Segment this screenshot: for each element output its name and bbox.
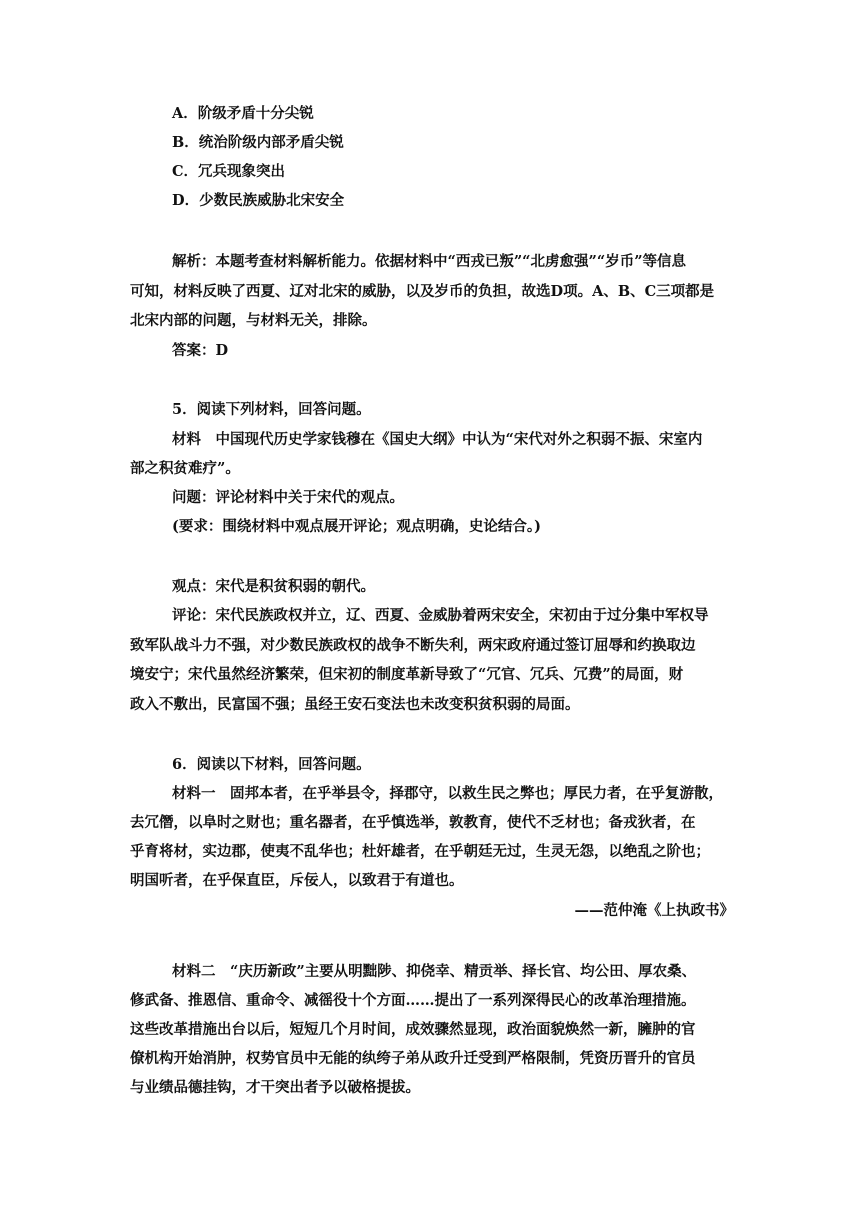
q5-comment: 境安宁；宋代虽然经济繁荣，但宋初的制度革新导致了“冗官、冗兵、冗费”的局面，财 — [130, 666, 684, 683]
q6-material1: 乎育将材，实边郡，使夷不乱华也；杜奸雄者，在乎朝廷无过，生灵无怨，以绝乱之阶也； — [130, 843, 710, 860]
q6-title: 6．阅读以下材料，回答问题。 — [172, 756, 371, 773]
answer: 答案：D — [172, 342, 229, 359]
analysis-line: 可知，材料反映了西夏、辽对北宋的威胁，以及岁币的负担，故选D项。A、B、C三项都是 — [130, 283, 715, 300]
q6-material1: 材料一 固邦本者，在乎举县令，择郡守，以救生民之弊也；厚民力者，在乎复游散， — [172, 785, 723, 802]
option-b: B．统治阶级内部矛盾尖锐 — [172, 134, 344, 151]
q6-material2: 与业绩品德挂钩，才干突出者予以破格提拔。 — [130, 1079, 420, 1096]
option-a: A．阶级矛盾十分尖锐 — [172, 105, 314, 122]
q5-comment: 评论：宋代民族政权并立，辽、西夏、金威胁着两宋安全，宋初由于过分集中军权导 — [172, 607, 709, 624]
q6-material1: 明国听者，在乎保直臣，斥佞人，以致君于有道也。 — [130, 872, 464, 889]
q5-comment: 致军队战斗力不强，对少数民族政权的战争不断失利，两宋政府通过签订屈辱和约换取边 — [130, 637, 696, 654]
q5-comment: 政入不敷出，民富国不强；虽经王安石变法也未改变积贫积弱的局面。 — [130, 696, 580, 713]
q5-material: 材料 中国现代历史学家钱穆在《国史大纲》中认为“宋代对外之积弱不振、宋室内 — [172, 431, 703, 448]
q6-material2: 材料二 “庆历新政”主要从明黜陟、抑侥幸、精贡举、择长官、均公田、厚农桑、 — [172, 963, 697, 980]
option-d: D．少数民族威胁北宋安全 — [172, 192, 345, 209]
q6-material2: 僚机构开始消肿，权势官员中无能的纨绔子弟从政升迁受到严格限制，凭资历晋升的官员 — [130, 1050, 696, 1067]
q5-question: 问题：评论材料中关于宋代的观点。 — [172, 489, 404, 506]
q5-requirement: (要求：围绕材料中观点展开评论；观点明确，史论结合。) — [172, 518, 541, 535]
option-c: C．冗兵现象突出 — [172, 163, 286, 180]
analysis-line: 解析：本题考查材料解析能力。依据材料中“西戎已叛”“北虏愈强”“岁币”等信息 — [172, 253, 687, 270]
q6-material1: 去冗僭，以阜时之财也；重名器者，在乎慎选举，敦教育，使代不乏材也；备戎狄者，在 — [130, 814, 696, 831]
q6-material2: 这些改革措施出台以后，短短几个月时间，成效骤然显现，政治面貌焕然一新，臃肿的官 — [130, 1021, 696, 1038]
q5-material: 部之积贫难疗”。 — [130, 460, 240, 477]
q6-material2: 修武备、推恩信、重命令、减徭役十个方面……提出了一系列深得民心的改革治理措施。 — [130, 992, 696, 1009]
analysis-line: 北宋内部的问题，与材料无关，排除。 — [130, 312, 377, 329]
q5-viewpoint: 观点：宋代是积贫积弱的朝代。 — [172, 578, 375, 595]
q6-source1: ——范仲淹《上执政书》 — [574, 902, 734, 919]
q5-title: 5．阅读下列材料，回答问题。 — [172, 401, 371, 418]
